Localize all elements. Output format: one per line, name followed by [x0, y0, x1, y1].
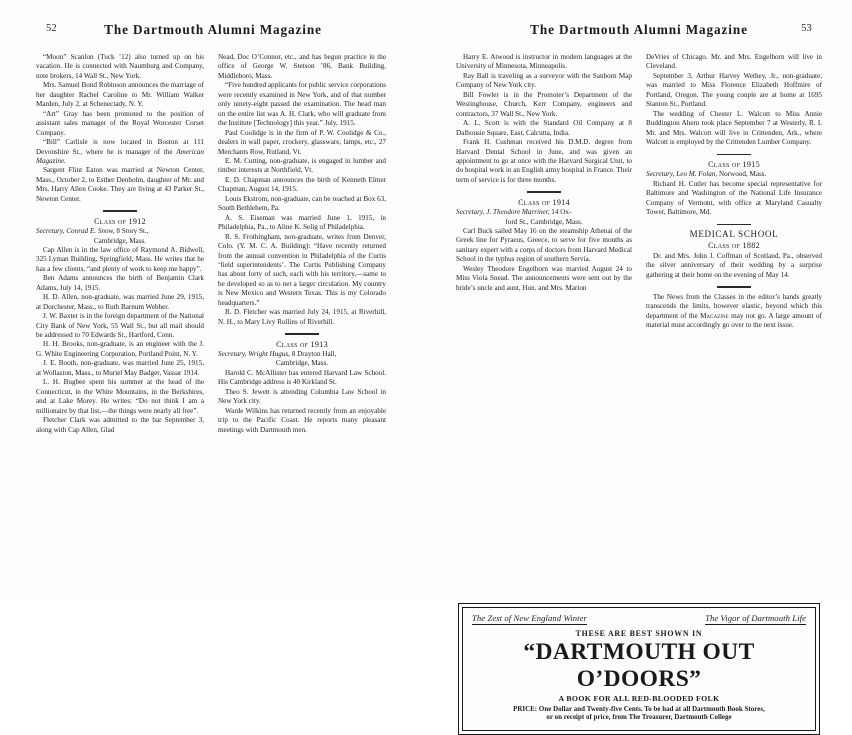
paragraph: L. H. Bugbee spent his summer at the head of the Connecticut, in the White Mountains, in the Berkshires, and at Lake Morey. He writes: “Do not think I am a millionaire by that list,—the things were nearly all free”.: [36, 378, 204, 415]
medical-school-heading: MEDICAL SCHOOL: [689, 228, 779, 239]
left-header-title: The Dartmouth Alumni Magazine: [104, 22, 322, 37]
secretary-name: Wright Hugus,: [248, 349, 290, 358]
paragraph: “Art” Gray has been promoted to the position of assistant sales manager of the Royal Worcester Corset Company.: [36, 109, 204, 137]
paragraph: “Five hundred applicants for public service corporations were recently examined in New York, and of that number only ninety-eight passed the examination. The head man on the entire list was A. H. Clark, who will graduate from the Institute [Technology] this year.” July, 1915.: [218, 81, 387, 128]
secretary-label: Secretary,: [456, 208, 485, 217]
editor-note: [646, 293, 822, 331]
paragraph: Ben Adams announces the birth of Benjamin Clark Adams, July 14, 1915.: [36, 274, 204, 292]
paragraph: Fletcher Clark was admitted to the bar September 3, along with Cap Allen, Glad: [36, 416, 204, 434]
class-heading-1882: [646, 241, 822, 250]
right-header-title: The Dartmouth Alumni Magazine: [530, 22, 748, 37]
right-page: [426, 0, 852, 722]
ad-book-title: “DARTMOUTH OUT O’DOORS”: [523, 638, 755, 692]
secretary-address-1: 8 Story St.,: [116, 227, 149, 236]
paragraph: Harry E. Atwood is instructor in modern languages at the University of Minnesota, Minneapolis.: [456, 53, 632, 71]
secretary-line-1913: [218, 350, 386, 359]
paragraph: Richard H. Cutler has become special representative for Baltimore and Washington of the National Life Insurance Company of Vermont, with office at Maryland Casualty Tower, Baltimore, Md.: [646, 179, 822, 217]
secretary-label: Secretary,: [646, 170, 675, 179]
paragraph: J. W. Baxter is in the foreign department of the National City Bank of New York, 55 Wall St., but all mail should be addressed to 70 Edwards St., Hartford, Conn.: [36, 312, 204, 339]
paragraph: Theo S. Jewett is attending Columbia Law School in New York city.: [218, 387, 386, 406]
right-running-head: [456, 22, 822, 44]
editor-note-post: may not go. A large amount of material must accordingly go over to the next issue.: [646, 311, 823, 329]
paragraph: “Moon” Scanlon (Tuck ’12) also turned up on his vacation. He is connected with Naumburg and Company, note brokers, 14 Wall St., New York.: [36, 53, 204, 80]
secretary-address-1: 14 Ox-: [551, 208, 572, 217]
secretary-name: J. Theodore Marriner,: [486, 208, 550, 217]
paragraph: H. D. Allen, non-graduate, was married June 29, 1915, at Dorchester, Mass., to Ruth Barnum Webber.: [36, 293, 204, 311]
class-heading-1915: [646, 160, 822, 169]
paragraph: Wesley Theodore Engelhorn was married August 24 to Miss Viola Snead. The announcements were sent out by the bride’s uncle and aunt, Hon. and Mrs. Marion: [456, 264, 632, 292]
paragraph: Dr. and Mrs. John J. Coffman of Scotland, Pa., observed the silver anniversary of their wedding by a surprise gathering at their home on the evening of May 14.: [646, 251, 822, 279]
paragraph: Mrs. Samuel Bond Robinson announces the marriage of her daughter Rachel Caroline to Mr. William Walker Marden, July 2, at Schenectady, N. Y.: [36, 81, 204, 109]
secretary-address-2: ford St., Cambridge, Mass.: [505, 217, 583, 226]
secretary-address-1: 8 Drayton Hall,: [291, 349, 337, 358]
paragraph: A. S. Eiseman was married June 1, 1915, in Philadelphia, Pa., to Aline K. Selig of Philadelphia.: [218, 213, 386, 232]
class-heading-1912: [36, 217, 204, 226]
paragraph: E. M. Cutting, non-graduate, is engaged in lumber and timber interests at Northfield, Vt.: [218, 156, 386, 175]
class-heading-label: Class of 1914: [518, 197, 570, 207]
paragraph: E. D. Chapman announces the birth of Kenneth Elmer Chapman, August 14, 1915.: [218, 175, 386, 194]
ad-tagline-left: The Zest of New England Winter: [472, 613, 587, 623]
section-divider-rule: [103, 210, 137, 211]
magazine-smallcaps: Magazine: [700, 311, 729, 320]
secretary-address-1: Norwood, Mass.: [718, 170, 767, 179]
paragraph: J. E. Booth, non-graduate, was married June 25, 1915, at Wollaston, Mass., to Muriel May Badger, Vassar 1914.: [36, 359, 204, 377]
paragraph: September 3, Arthur Harvey Wethey, Jr., non-graduate, was married to Miss Florence Elizabeth Hoffmire of Portland, Oregon. The young couple are at home at 1695 Stanton St., Portland.: [646, 71, 822, 109]
left-page-number: 52: [46, 23, 57, 34]
section-divider-rule: [527, 191, 561, 192]
class-heading-label: Class of 1915: [708, 159, 760, 169]
paragraph: Louis Ekstrom, non-graduate, can be reached at Box 63, South Bethlehem, Pa.: [218, 194, 386, 213]
paragraph: Harold C. McAllister has entered Harvard Law School. His Cambridge address is 40 Kirkland St.: [218, 368, 386, 387]
class-heading-label: Class of 1912: [94, 216, 146, 226]
secretary-line-1912: [36, 227, 204, 236]
paragraph: Nead, Doc O’Connor, etc., and has begun practice in the office of George W. Stetson ’86, Bank Building, Middleboro, Mass.: [218, 53, 386, 80]
paragraph: A. L. Scott is with the Standard Oil Company at 8 Dalhousie Square, East, Calcutta, India.: [456, 119, 632, 137]
ad-subtitle-bottom: A BOOK FOR ALL RED-BLOODED FOLK: [558, 693, 720, 703]
advertisement-inner-border: [462, 607, 816, 731]
section-divider-rule: [717, 154, 751, 155]
right-page-number: 53: [801, 23, 812, 34]
secretary-label: Secretary,: [36, 227, 65, 236]
column-3: [456, 53, 632, 593]
paragraph: Ray Ball is traveling as a surveyor with the Sanborn Map Company of New York city.: [456, 71, 632, 90]
advertisement-outer-border: [458, 603, 820, 735]
left-page: [0, 0, 426, 600]
column-2: [218, 53, 386, 593]
paragraph: Warde Wilkins has returned recently from an enjoyable trip to the Pacific Coast. He reports many pleasant meetings with Dartmouth men.: [218, 406, 386, 434]
paragraph: H. H. Brooks, non-graduate, is an engineer with the J. G. White Engineering Corporation, Portland Point, N. Y.: [36, 340, 204, 358]
class-heading-1914: [456, 198, 632, 207]
magazine-title-italic: American Magazine.: [36, 147, 204, 165]
paragraph: DeVries of Chicago. Mr. and Mrs. Engelhorn will live in Cleveland.: [646, 53, 822, 71]
paragraph: Carl Buck sailed May 16 on the steamship Athenai of the Greek line for Pyraeus, Greece, to serve for five months as sanitary expert with a corps of doctors from Harvard Medical School in the typhus region of southern Servia.: [456, 227, 632, 264]
paragraph: R. D. Fletcher was married July 24, 1915, at Riverhill, N. H., to Mary Livy Rollins of Riverhill.: [218, 308, 386, 326]
paragraph: Sargent Flint Eaton was married at Newton Center, Mass., October 2, to Esther Denholm, daughter of Mr. and Mrs. Harry Allen Cooke. They are living at 43 Parker St., Newton Center.: [36, 166, 204, 203]
secretary-address-2: Cambridge, Mass.: [93, 236, 147, 245]
class-heading-label: Class of 1882: [708, 241, 760, 251]
right-columns: [456, 53, 822, 593]
advertisement-wrapper: [456, 603, 822, 735]
paragraph: The wedding of Chester L. Walcott to Miss Annie Buddington Ahern took place September 7 at Westerly, R. I. Mr. and Mrs. Walcott will live in Crittenden, Ark., where Walcott is employed by the Crittenden Lumber Company.: [646, 109, 822, 147]
secretary-address-2: Cambridge, Mass.: [275, 359, 329, 368]
paragraph-text: “Bill” Carlisle is now located in Boston at 111 Devonshire St., where he is manager of the: [36, 138, 204, 156]
advertisement-taglines: [472, 613, 806, 625]
paragraph: R. S. Frothingham, non-graduate, writes from Denver, Colo. (Y. M. C. A. Building): “Have recently returned from the annual convention in Philadelphia of the Curtis ‘field superintendents’. The Curtis Publishing Company has about forty of such, each with his territory,—same to be developed so as to net a larger circulation. My country is New Mexico and Western Texas. This is my Colorado headquarters.”: [218, 232, 386, 307]
column-1: [36, 53, 204, 593]
secretary-line-1914: [456, 208, 632, 217]
ad-price-line-1: PRICE: One Dollar and Twenty-five Cents. To be had at all Dartmouth Book Stores,: [513, 705, 765, 713]
secretary-name: Conrad E. Snow,: [66, 227, 115, 236]
section-divider-rule: [717, 286, 751, 287]
paragraph: Cap Allen is in the law office of Raymond A. Bidwell, 325 Lyman Building, Springfield, Mass. He writes that he has a few clients, “and plenty of work to keep me happy”.: [36, 245, 204, 273]
class-heading-label: Class of 1913: [276, 339, 328, 349]
secretary-name: Leo M. Folan,: [676, 170, 718, 179]
left-running-head: [36, 22, 390, 44]
secretary-line-1915: [646, 170, 822, 179]
paragraph: Bill Fowler is in the Promoter’s Department of the Westinghouse, Church, Kerr Company, engineers and contractors, 37 Wall St., New York.: [456, 90, 632, 118]
paragraph-carlisle: [36, 138, 204, 166]
class-heading-1913: [218, 340, 386, 349]
ad-tagline-right: The Vigor of Dartmouth Life: [705, 613, 806, 623]
paragraph: Paul Coolidge is in the firm of P. W. Coolidge & Co., dealers in wall paper, crockery, glassware, lamps, etc., 27 Merchants Row, Rutland, Vt.: [218, 128, 386, 156]
ad-subtitle-top: THESE ARE BEST SHOWN IN: [575, 628, 703, 638]
secretary-label: Secretary,: [218, 349, 247, 358]
ad-price-line-2: or on receipt of price, from The Treasurer, Dartmouth College: [546, 714, 732, 722]
editor-note-pre: The News from the Classes in the editor’s hands greatly transcends the limits, however elastic, beyond which this department of the: [646, 292, 822, 320]
section-divider-rule: [285, 333, 319, 334]
section-divider-rule: [717, 224, 751, 225]
ad-price-info: [472, 706, 806, 723]
left-columns: [36, 53, 390, 593]
column-4: [646, 53, 822, 593]
paragraph: Frank H. Cushman received his D.M.D. degree from Harvard Dental School in June, and was given an appointment to go at once with the Harvard Surgical Unit, to do hospital work in an English army hospital in France. Their term of service is for three months.: [456, 138, 632, 184]
